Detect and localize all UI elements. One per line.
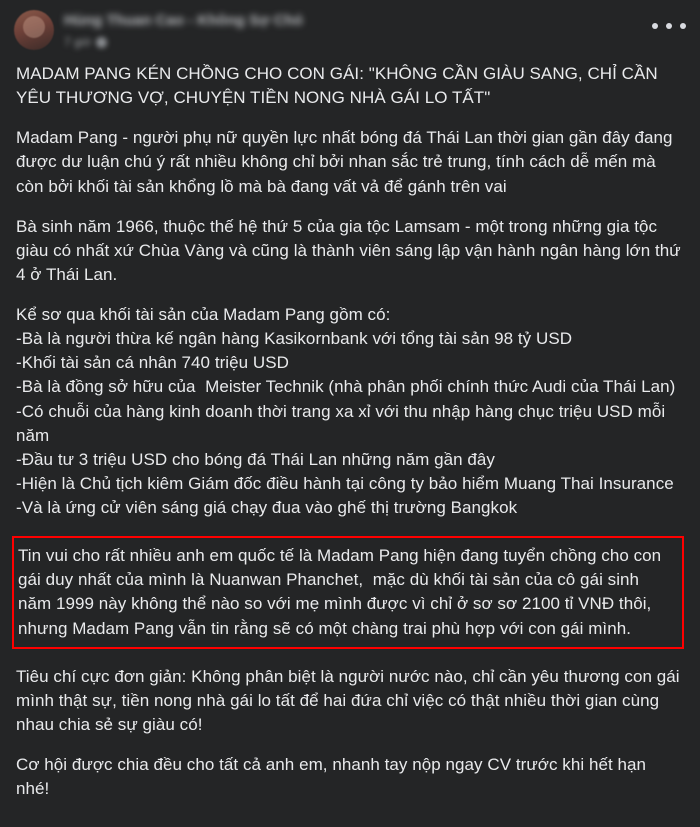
list-item: -Và là ứng cử viên sáng giá chạy đua vào ghế thị trường Bangkok — [16, 498, 518, 517]
post-paragraph-2: Bà sinh năm 1966, thuộc thế hệ thứ 5 của gia tộc Lamsam - một trong những gia tộc giàu có nhất xứ Chùa Vàng và cũng là thành viên sáng lập vận hành ngân hàng lớn thứ 4 ở Thái Lan. — [16, 216, 686, 284]
ellipsis-icon[interactable] — [652, 16, 686, 36]
list-item: -Khối tài sản cá nhân 740 triệu USD — [16, 353, 289, 373]
post-timestamp[interactable]: 7 giờ — [64, 35, 92, 49]
post-paragraph-1: Madam Pang - người phụ nữ quyền lực nhất bóng đá Thái Lan thời gian gần đây đang được dư luận chú ý rất nhiều không chỉ bởi nhan sắc trẻ trung, tính cách dễ mến mà còn bởi khối tài sản khổng lồ mà bà đang vất vả để gánh trên vai — [16, 128, 678, 196]
asset-list — [16, 327, 684, 520]
post-closing-paragraph-2: Cơ hội được chia đều cho tất cả anh em, nhanh tay nộp ngay CV trước khi hết hạn nhé! — [16, 755, 651, 799]
author-name[interactable]: Hùng Thuan Cao - Không Sợ Chó — [64, 12, 303, 29]
highlighted-region — [12, 536, 684, 649]
post-paragraph-3: Kể sơ qua khối tài sản của Madam Pang gồm có: — [16, 305, 391, 324]
globe-icon — [96, 37, 107, 48]
post-title: MADAM PANG KÉN CHỒNG CHO CON GÁI: "KHÔNG CẦN GIÀU SANG, CHỈ CẦN YÊU THƯƠNG VỢ, CHUYỆN TIỀN NONG NHÀ GÁI LO TẤT" — [16, 64, 663, 108]
post-closing-paragraph-1: Tiêu chí cực đơn giản: Không phân biệt là người nước nào, chỉ cần yêu thương con gái mình thật sự, tiền nong nhà gái lo tất để hai đứa chỉ việc có thật nhiều thời gian cùng nhau chia sẻ sự giàu có! — [16, 666, 685, 734]
list-item: -Bà là đồng sở hữu của Meister Technik (nhà phân phối chính thức Audi của Thái Lan) — [16, 377, 676, 397]
post-header — [0, 0, 700, 58]
post-meta — [64, 35, 686, 49]
post-header-text — [64, 10, 686, 49]
highlighted-paragraph: Tin vui cho rất nhiều anh em quốc tế là Madam Pang hiện đang tuyển chồng cho con gái duy nhất của mình là Nuanwan Phanchet, mặc dù khối tài sản của cô gái sinh năm 1999 này không thể nào so với mẹ mình được vì chỉ ở sơ sơ 2100 tỉ VNĐ thôi, nhưng Madam Pang vẫn tin rằng sẽ có một chàng trai phù hợp với con gái mình. — [18, 546, 666, 638]
list-item: -Bà là người thừa kế ngân hàng Kasikornbank với tổng tài sản 98 tỷ USD — [16, 329, 573, 349]
post-body — [0, 58, 700, 817]
avatar[interactable] — [14, 10, 54, 50]
list-item: -Đầu tư 3 triệu USD cho bóng đá Thái Lan những năm gần đây — [16, 449, 495, 469]
list-item: -Hiện là Chủ tịch kiêm Giám đốc điều hành tại công ty bảo hiểm Muang Thai Insurance — [16, 473, 674, 493]
list-item: -Có chuỗi của hàng kinh doanh thời trang xa xỉ với thu nhập hàng chục triệu USD mỗi năm — [16, 401, 670, 445]
